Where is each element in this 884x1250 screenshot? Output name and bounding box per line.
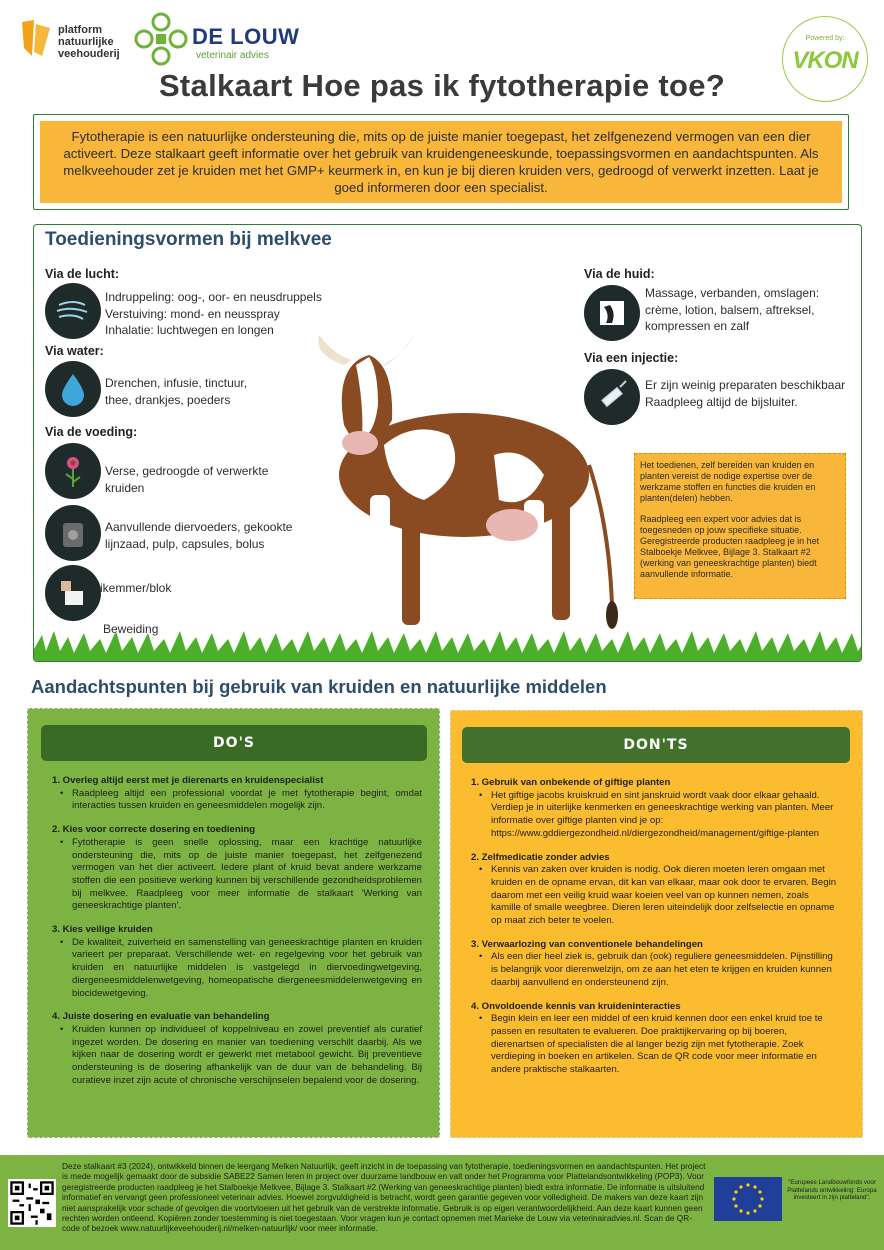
bullet-icon: • <box>479 864 483 876</box>
huid-line-1: Massage, verbanden, omslagen: <box>645 286 820 300</box>
water-drop-icon <box>45 361 101 417</box>
dos-item-3 <box>52 924 422 1000</box>
info-paragraph-2: Raadpleeg een expert voor advies dat is toegesneden op jouw specifieke situatie. Geregistreerde producten raadpleeg je in het Stalboekje Melkvee, Bijlage 3. Stalkaart #2 (werking van geneeskrachtige planten) biedt aanvullende informatie. <box>640 514 820 579</box>
via-de-lucht-heading: Via de lucht: <box>45 267 120 281</box>
lucht-line-3: Inhalatie: luchtwegen en longen <box>105 323 274 337</box>
donts-item-1 <box>471 777 841 841</box>
footer <box>0 1155 884 1250</box>
via-een-injectie-heading: Via een injectie: <box>584 351 679 365</box>
dos-item-4-heading: 4. Juiste dosering en evaluatie van behandeling <box>52 1011 270 1023</box>
dos-item-2-heading: 2. Kies voor correcte dosering en toediening <box>52 824 256 836</box>
donts-header: DON'TS <box>462 727 850 763</box>
injectie-line-1: Er zijn weinig preparaten beschikbaar <box>645 378 846 392</box>
cow-illustration <box>274 325 644 655</box>
injectie-line-2: Raadpleeg altijd de bijsluiter. <box>645 394 798 409</box>
huid-line-3: kompressen en zalf <box>645 319 750 333</box>
dos-item-2-body: Fytotherapie is geen snelle oplossing, maar een krachtige natuurlijke ondersteuning die, mits op de juiste manier toegepast, het zelfgenezend vermogen van het dier activeert. Iedere plant of kruid bevat andere werkzame stoffen die een positieve werking kunnen bij verschillende gezondheidsproblemen bij melkvee. Raadpleeg voor meer informatie de stalkaart 'Werking van geneeskrachtige planten'. <box>72 836 422 912</box>
donts-item-3-heading: 3. Verwaarlozing van conventionele behandelingen <box>471 938 703 950</box>
dos-list <box>52 775 422 1098</box>
flower-icon <box>45 443 101 499</box>
de-louw-logo <box>134 12 334 68</box>
voeding-3-line-1: ikemmer/blok <box>100 581 172 595</box>
dos-header: DO'S <box>41 725 427 761</box>
bullet-icon: • <box>479 951 483 963</box>
de-louw-cross-icon <box>134 12 188 66</box>
vkon-name: VKON <box>792 47 858 74</box>
dos-item-2 <box>52 824 422 913</box>
info-paragraph-1: Het toedienen, zelf bereiden van kruiden en planten vereist de nodige expertise over de werkzame stoffen en functies die kruiden en planten(delen) hebben. <box>640 460 816 503</box>
qr-code-icon[interactable] <box>8 1179 56 1227</box>
lucht-line-1: Indruppeling: oog-, oor- en neusdruppels <box>105 290 322 304</box>
bullet-icon: • <box>60 936 64 948</box>
syringe-icon <box>584 369 640 425</box>
dos-item-1-heading: 1. Overleg altijd eerst met je dierenarts en kruidenspecialist <box>52 775 324 786</box>
vkon-powered-by: Powered by: <box>805 35 845 42</box>
intro-frame <box>33 114 849 210</box>
voeding-1-line-1: Verse, gedroogde of verwerkte <box>105 464 269 478</box>
dos-item-1-body: Raadpleeg altijd een professional voordat je met fytotherapie begint, omdat interacties tussen kruiden en geneesmiddelen mogelijk zijn. <box>72 787 422 812</box>
dos-item-3-heading: 3. Kies veilige kruiden <box>52 924 153 936</box>
donts-item-3-body: Als een dier heel ziek is, gebruik dan (ook) reguliere geneesmiddelen. Pijnstilling is belangrijk voor dierenwelzijn, om ze aan het eten te krijgen en kruiden kunnen daarbij aanvullend en ondersteunend zijn. <box>491 951 833 988</box>
via-de-lucht-text <box>105 289 322 339</box>
voeding-item-2-text <box>105 519 292 552</box>
donts-item-4 <box>471 1001 841 1077</box>
expertise-info-box <box>634 453 846 599</box>
eu-fund-text: "Europees Landbouwfonds voor Plattelands ontwikkeling: Europa investeert in zijn platteland". <box>787 1179 877 1201</box>
donts-item-4-heading: 4. Onvoldoende kennis van kruideninteracties <box>471 1000 681 1012</box>
footer-text: Deze stalkaart #3 (2024), ontwikkeld binnen de leergang Melken Natuurlijk, geeft inzicht in de toepassing van fytotherapie, toedieningsvormen en aandachtspunten. Het project is mede mogelijk gemaakt door de subsidie SABE22 Samen leren in project over duurzame landbouw en valt onder het Programma voor Plattelandsontwikkeling (POP3). Voor geregistreerde producten raadpleeg je het Stalboekje Melkvee, Bijlage 3. Stalkaart #2 (Werking van geneeskrachtige planten) biedt extra informatie. De informatie is uitsluitend informatief en vervangt geen professioneel veterinair advies. Hoewel zorgvuldigheid is betracht, wordt geen garantie gegeven voor volledigheid. De makers van deze kaart zijn niet aansprakelijk voor schade of gevolgen die voortvloeien uit het gebruik van de verstrekte informatie. Gebruik is op eigen verantwoordelijkheid. Aan deze kaart kunnen geen rechten worden ontleend. Kopiëren zonder toestemming is niet toegestaan. Voor vragen kun je contact opnemen met Marieke de Louw via veterinairadvies.nl. Scan de QR-code of bezoek www.natuurlijkeveehouderij.nl/melken-natuurlijk/ voor meer informatie. <box>62 1161 706 1234</box>
via-de-huid-text <box>645 285 819 335</box>
via-water-heading: Via water: <box>45 344 104 358</box>
lick-block-icon <box>45 565 101 621</box>
aandachtspunten-title: Aandachtspunten bij gebruik van kruiden en natuurlijke middelen <box>31 676 607 697</box>
feed-bag-icon <box>45 505 101 561</box>
donts-item-3 <box>471 939 841 990</box>
via-een-injectie-text <box>645 377 845 410</box>
pnv-line-3: veehouderij <box>58 48 120 60</box>
toedieningsvormen-title: Toedieningsvormen bij melkvee <box>45 229 332 250</box>
platform-natuurlijke-veehouderij-logo <box>20 16 138 62</box>
donts-item-4-body: Begin klein en leer een middel of een kruid kennen door een enkel kruid toe te passen en resultaten te evalueren. Doe praktijkervaring op bij boeren, dierenartsen of specialisten die al langer bezig zijn met fytotherapie. Zoek verdieping in boeken en artikelen. Scan de QR code voor meer informatie en andere praktische stalkaarten. <box>491 1013 823 1076</box>
bullet-icon: • <box>60 1023 64 1035</box>
beweiding-label: Beweiding <box>103 622 159 636</box>
donts-item-2-body: Kennis van zaken over kruiden is nodig. Ook dieren moeten leren omgaan met kruiden en de opname ervan, dit kan van elkaar, maar ook door te ervaren. Begin daarom met een veilig kruid waar koeien veel van op kunnen nemen, zoals kamille of smalle weegbree. Dieren leren uiteindelijk door zelfselectie en opname op maat zich beter te voelen. <box>491 864 837 927</box>
huid-line-2: crème, lotion, balsem, aftreksel, <box>645 302 815 317</box>
page-title: Stalkaart Hoe pas ik fytotherapie toe? <box>158 68 726 103</box>
dos-panel <box>27 708 440 1138</box>
via-de-voeding-heading: Via de voeding: <box>45 425 138 439</box>
via-water-text <box>105 375 247 408</box>
pnv-line-2: natuurlijke <box>58 36 114 48</box>
donts-item-1-body: Het giftige jacobs kruiskruid en sint janskruid wordt vaak door elkaar gehaald. Verdiep je in uiterlijke kenmerken en geneeskrachtige werking van planten. Meer informatie over giftige planten vind je op: https://www.gddiergezondheid.nl/diergezondheid/management/giftige-planten <box>491 789 834 839</box>
wind-icon <box>45 283 101 339</box>
dos-item-4-body: Kruiden kunnen op individueel of koppelniveau en zowel preventief als curatief ingezet worden. De dosering en manier van toediening verschilt daarbij. Als we kijken naar de dosering wordt er gewerkt met metabool gewicht. Bij preventieve ondersteuning is de dosering afhankelijk van de duur van de behandeling. Bij curatieve inzet zijn acute of chronische verschijnselen bepalend voor de dosering. <box>72 1023 422 1086</box>
donts-item-1-heading: 1. Gebruik van onbekende of giftige planten <box>471 777 671 788</box>
toedieningsvormen-panel <box>33 224 862 662</box>
skin-icon <box>584 285 640 341</box>
dos-item-4 <box>52 1011 422 1087</box>
donts-item-2-heading: 2. Zelfmedicatie zonder advies <box>471 851 610 863</box>
voeding-item-1-text <box>105 463 268 496</box>
bullet-icon: • <box>60 787 64 799</box>
bullet-icon: • <box>479 789 483 801</box>
bullet-icon: • <box>60 836 64 848</box>
voeding-2-line-2: lijnzaad, pulp, capsules, bolus <box>105 536 265 551</box>
pnv-line-1: platform <box>58 24 102 36</box>
de-louw-subtitle: veterinair advies <box>196 50 269 61</box>
de-louw-name: DE LOUW <box>192 24 300 49</box>
donts-list <box>471 777 841 1088</box>
water-line-1: Drenchen, infusie, tinctuur, <box>105 376 248 390</box>
grass-strip <box>34 629 862 661</box>
via-de-huid-heading: Via de huid: <box>584 267 655 281</box>
bullet-icon: • <box>479 1013 483 1025</box>
intro-text: Fytotherapie is een natuurlijke ondersteuning die, mits op de juiste manier toegepast, het zelfgenezend vermogen van een dier activeert. Deze stalkaart geeft informatie over het gebruik van kruidengeneeskunde, toepassingsvormen en aandachtspunten. Als melkveehouder zet je kruiden met het GMP+ keurmerk in, en kun je bij dieren kruiden vers, gedroogd of verwerkt inzetten. Laat je goed informeren door een specialist. <box>40 121 842 203</box>
voeding-2-line-1: Aanvullende diervoeders, gekookte <box>105 520 293 534</box>
eu-flag-icon <box>714 1177 782 1221</box>
donts-panel <box>450 710 863 1138</box>
dos-item-1 <box>52 775 422 813</box>
dos-item-3-body: De kwaliteit, zuiverheid en samenstelling van geneeskrachtige planten en kruiden varieert per preparaat. Verschillende wet- en regelgeving voor het gebruik van kruiden en natuurlijke middelen is vastgelegd in diervoedingwetgeving, diergeneesmiddelenwetgeving, homeopatische diergeneesmiddelenwetgeving en biocidewetgeving. <box>72 936 422 999</box>
donts-item-2 <box>471 852 841 928</box>
lucht-line-2: Verstuiving: mond- en neusspray <box>105 306 280 321</box>
voeding-item-3-text <box>100 580 171 597</box>
header <box>0 0 884 112</box>
pnv-logo-mark-icon <box>20 18 52 58</box>
water-line-2: thee, drankjes, poeders <box>105 392 231 407</box>
voeding-1-line-2: kruiden <box>105 480 145 495</box>
